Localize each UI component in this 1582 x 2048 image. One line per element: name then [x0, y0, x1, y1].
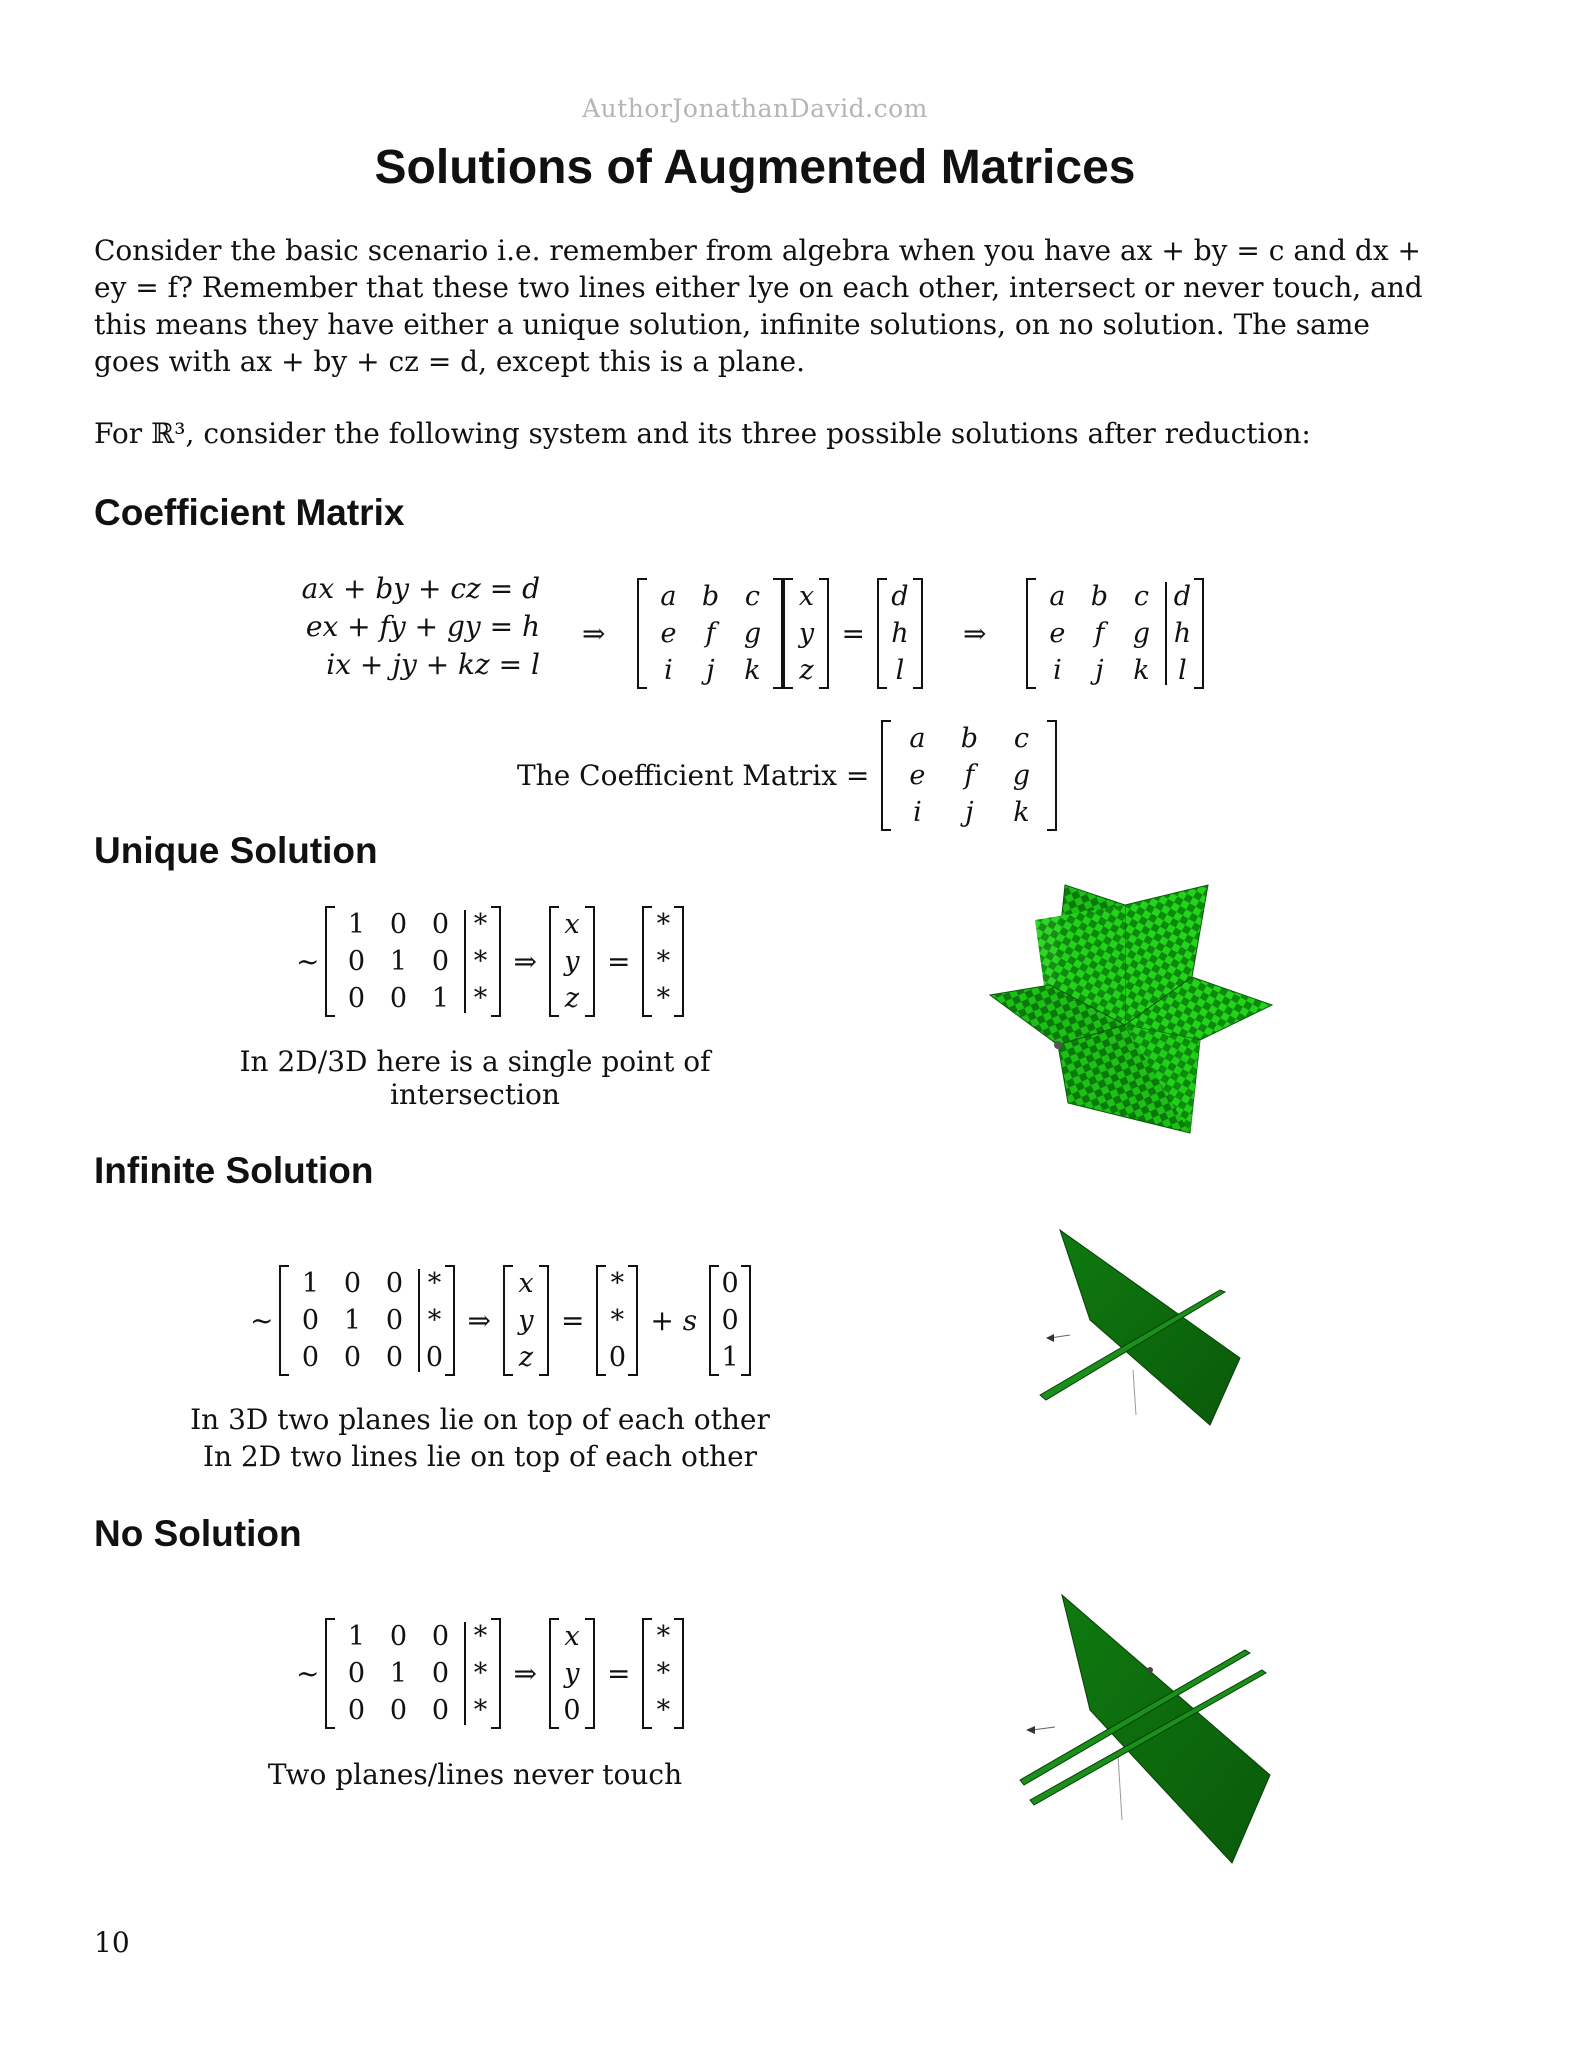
- infinite-caption-3d: In 3D two planes lie on top of each other: [190, 1403, 770, 1436]
- heading-no-solution: No Solution: [94, 1513, 302, 1554]
- unique-solution-matrix: [296, 906, 684, 1017]
- infinite-result-vector: * * 0: [596, 1265, 638, 1376]
- parallel-planes-figure: [1010, 1595, 1270, 1865]
- implies-arrow: ⇒: [582, 617, 606, 650]
- intro-paragraph: Consider the basic scenario i.e. remember from algebra when you have ax + by = c and dx + ey = f? Remember that these two lines either lye on each other, intersect or never touch, and this means they have either a unique solution, infinite solutions, on no solution. The same goes with ax + by + cz = d, except this is a plane.: [94, 234, 1423, 378]
- implies-arrow: ⇒: [513, 1657, 537, 1690]
- heading-coefficient-matrix: Coefficient Matrix: [94, 492, 405, 533]
- page-number: 10: [94, 1926, 130, 1959]
- infinite-reduced-matrix: 1 0 0 0 1 0 0 0 0 * * 0: [279, 1265, 455, 1376]
- tilde: ~: [296, 1657, 320, 1690]
- intro-r3-line: For ℝ³, consider the following system and its three possible solutions after reduction:: [94, 417, 1311, 450]
- equation-3: ix + jy + kz = l: [326, 648, 540, 681]
- plus-s: + s: [650, 1304, 698, 1337]
- equals-sign: =: [606, 1657, 631, 1690]
- coefficient-matrix: a e i b f j c g k: [637, 578, 783, 689]
- augmented-matrix: a e i b f j c g k d h l: [1026, 578, 1204, 689]
- parameter-vector: 0 0 1: [709, 1265, 751, 1376]
- coefficient-label: The Coefficient Matrix =: [517, 759, 870, 792]
- no-solution-reduced-matrix: 1 0 0 0 1 0 0 0 0 * * *: [325, 1618, 501, 1729]
- unique-caption: In 2D/3D here is a single point of intersection: [239, 1045, 711, 1111]
- equation-2: ex + fy + gy = h: [305, 610, 540, 643]
- site-url: AuthorJonathanDavid.com: [582, 94, 928, 123]
- infinite-variable-vector: x y z: [503, 1265, 549, 1376]
- coefficient-matrix-display: a e i b f j c g k: [881, 720, 1057, 831]
- implies-arrow: ⇒: [513, 945, 537, 978]
- implies-arrow-2: ⇒: [962, 617, 987, 650]
- infinite-caption-2d: In 2D two lines lie on top of each other: [202, 1440, 758, 1473]
- unique-result-vector: * * *: [642, 906, 684, 1017]
- tilde: ~: [296, 945, 320, 978]
- no-solution-matrix: [296, 1618, 684, 1729]
- no-solution-variable-vector: x y 0: [549, 1618, 595, 1729]
- equation-1: ax + by + cz = d: [301, 572, 540, 605]
- equals-sign: =: [560, 1304, 585, 1337]
- equals-sign: =: [606, 945, 631, 978]
- equals-sign: =: [841, 617, 865, 650]
- tilde: ~: [250, 1304, 274, 1337]
- infinite-solution-matrix: [250, 1265, 751, 1376]
- three-planes-intersecting-figure: [990, 885, 1280, 1135]
- unique-reduced-matrix: 1 0 0 0 1 0 0 0 1 * * *: [325, 906, 501, 1017]
- unique-variable-vector: x y z: [549, 906, 595, 1017]
- system-equations: [270, 570, 540, 684]
- page-title: Solutions of Augmented Matrices: [374, 141, 1136, 194]
- coefficient-matrix-definition: [517, 720, 1057, 831]
- variable-vector: x y z: [783, 578, 829, 689]
- no-solution-result-vector: * * *: [642, 1618, 684, 1729]
- coincident-planes-figure: [1040, 1230, 1260, 1440]
- heading-unique-solution: Unique Solution: [94, 830, 378, 871]
- rhs-vector: d h l: [877, 578, 923, 689]
- matrix-equation: [570, 578, 1204, 689]
- implies-arrow: ⇒: [467, 1304, 491, 1337]
- heading-infinite-solution: Infinite Solution: [94, 1150, 374, 1191]
- no-solution-caption: Two planes/lines never touch: [267, 1758, 683, 1791]
